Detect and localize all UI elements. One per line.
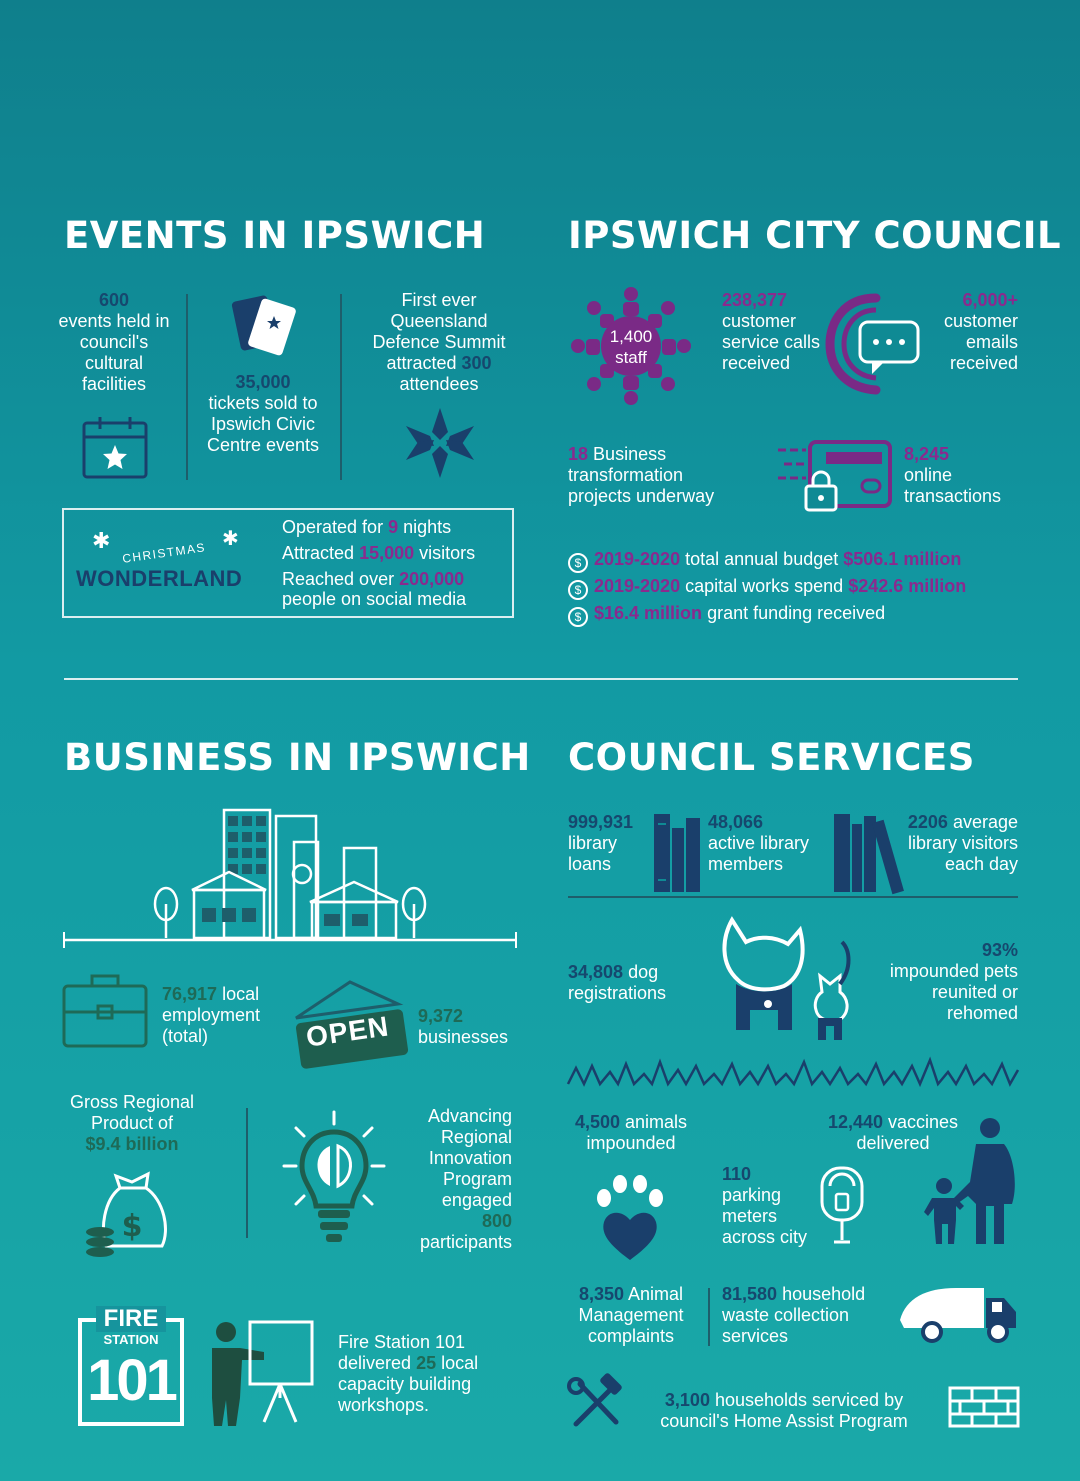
projects-text1: Business — [593, 444, 667, 464]
christmas-reach: 200,000 — [399, 569, 465, 589]
projects-text2: transformation projects underway — [568, 465, 715, 506]
employment-text1: local — [222, 984, 260, 1004]
dollar-coin-icon: $ — [568, 607, 588, 627]
christmas-line4: people on social media — [282, 589, 467, 609]
fire-station-stat — [338, 1332, 518, 1416]
grp-number: $9.4 billion — [85, 1134, 179, 1154]
meters-text: parking meters across city — [722, 1185, 808, 1247]
svg-text:$: $ — [121, 1209, 143, 1244]
complaints-text1: Animal — [628, 1284, 684, 1304]
ticket-icon — [230, 292, 300, 358]
dogs-text2: registrations — [568, 983, 667, 1003]
pets-stat — [884, 940, 1018, 1024]
home-assist-text1: households serviced by — [714, 1390, 904, 1410]
budget-amount: $506.1 million — [843, 549, 962, 569]
dogs-number: 34,808 — [568, 962, 624, 982]
business-title: BUSINESS IN IPSWICH — [64, 736, 531, 779]
budget-amount: $242.6 million — [848, 576, 967, 596]
staff-label: staff — [615, 348, 647, 367]
snowflake-icon: ✱ — [222, 528, 239, 550]
animals-number: 4,500 — [574, 1112, 620, 1132]
fire-logo-line3: 101 — [87, 1348, 175, 1413]
events-divider-2 — [340, 294, 342, 480]
complaints-stat — [566, 1284, 696, 1347]
briefcase-icon — [62, 972, 148, 1048]
credit-card-lock-icon — [776, 438, 892, 514]
pets-text: impounded pets reunited or rehomed — [889, 961, 1018, 1023]
facilities-text: events held in council's cultural facilities — [58, 311, 170, 394]
innovation-stat — [396, 1106, 512, 1253]
visitors-text1: average — [952, 812, 1018, 832]
tickets-number: 35,000 — [235, 372, 291, 392]
visitors-number: 2206 — [907, 812, 948, 832]
home-assist-stat — [630, 1390, 938, 1432]
parking-meter-icon — [818, 1164, 866, 1246]
innovation-text: Advancing Regional Innovation Program engaged — [427, 1106, 512, 1210]
budget-year: 2019-2020 — [594, 576, 681, 596]
wonderland-logo: WONDERLAND — [76, 566, 243, 591]
budget-list — [568, 546, 1038, 627]
christmas-visitors: 15,000 — [359, 543, 415, 563]
events-title: EVENTS IN IPSWICH — [64, 214, 486, 257]
staff-number: 1,400 — [609, 327, 653, 346]
paw-heart-icon — [594, 1174, 666, 1262]
brick-wall-icon — [948, 1386, 1020, 1428]
services-divider — [568, 896, 1018, 898]
dogs-text1: dog — [628, 962, 659, 982]
members-stat — [708, 812, 832, 875]
christmas-stats — [282, 514, 512, 612]
loans-stat — [568, 812, 654, 875]
open-sign-text: OPEN — [304, 1010, 392, 1053]
events-divider-1 — [186, 294, 188, 480]
garbage-truck-icon — [896, 1284, 1020, 1344]
dog-cat-icon — [718, 914, 864, 1044]
calls-stat — [722, 290, 822, 374]
services-divider-2 — [708, 1288, 710, 1346]
defence-star-icon — [402, 406, 478, 480]
christmas-line2-pre: Attracted — [282, 543, 355, 563]
grass-divider — [566, 1056, 1020, 1088]
lightbulb-icon — [282, 1110, 386, 1246]
home-assist-text2: council's Home Assist Program — [660, 1411, 908, 1431]
waste-text2: waste collection services — [722, 1305, 850, 1346]
fire-logo-line2: STATION — [103, 1332, 159, 1347]
parent-child-icon — [924, 1116, 1020, 1246]
budget-label: total annual budget — [685, 549, 839, 569]
waste-stat — [722, 1284, 892, 1347]
tools-icon — [566, 1378, 626, 1430]
defence-text: First ever Queensland Defence Summit attracted — [372, 290, 506, 373]
facilities-stat — [52, 290, 176, 395]
employment-number: 76,917 — [162, 984, 218, 1004]
waste-number: 81,580 — [722, 1284, 778, 1304]
grp-text: Gross Regional Product of — [69, 1092, 195, 1133]
animals-text1: animals — [625, 1112, 688, 1132]
dogs-stat — [568, 962, 698, 1004]
fire-text1: Fire Station 101 — [338, 1332, 466, 1352]
facilities-number: 600 — [98, 290, 130, 310]
vaccines-text1: vaccines — [888, 1112, 959, 1132]
christmas-line2-post: visitors — [419, 543, 476, 563]
emails-number: 6,000+ — [962, 290, 1018, 310]
budget-row — [568, 573, 1038, 600]
budget-year: 2019-2020 — [594, 549, 681, 569]
christmas-nights: 9 — [388, 517, 399, 537]
online-text: online transactions — [904, 465, 1002, 506]
calls-text: customer service calls received — [722, 311, 821, 373]
fire-text2-pre: delivered — [338, 1353, 412, 1373]
budget-row — [568, 600, 1038, 627]
projects-number: 18 — [568, 444, 589, 464]
fire-number: 25 — [416, 1353, 437, 1373]
calls-number: 238,377 — [722, 290, 788, 310]
snowflake-icon: ✱ — [92, 528, 111, 553]
members-number: 48,066 — [708, 812, 764, 832]
loans-text: library loans — [568, 833, 618, 874]
tickets-text: tickets sold to Ipswich Civic Centre events — [206, 393, 320, 455]
budget-label: capital works spend — [685, 576, 844, 596]
employment-stat — [162, 984, 286, 1047]
christmas-line1-pre: Operated for — [282, 517, 384, 537]
innovation-suffix: participants — [419, 1232, 512, 1252]
defence-number: 300 — [461, 353, 492, 373]
fire-text2-post: local — [441, 1353, 479, 1373]
budget-amount: $16.4 million — [594, 603, 703, 623]
calendar-star-icon — [82, 415, 148, 479]
projects-stat — [568, 444, 748, 507]
dollar-coin-icon: $ — [568, 553, 588, 573]
businesses-text: businesses — [418, 1027, 509, 1047]
visitors-text2: library visitors each day — [907, 833, 1018, 874]
services-title: COUNCIL SERVICES — [568, 736, 975, 779]
complaints-text2: Management complaints — [578, 1305, 684, 1346]
meters-number: 110 — [722, 1164, 752, 1184]
members-text: active library members — [708, 833, 810, 874]
pets-number: 93% — [981, 940, 1018, 960]
complaints-number: 8,350 — [578, 1284, 624, 1304]
tickets-stat — [198, 372, 328, 456]
loans-number: 999,931 — [568, 812, 634, 832]
vaccines-text2: delivered — [856, 1133, 930, 1153]
staff-stat — [596, 326, 666, 368]
businesses-number: 9,372 — [418, 1006, 464, 1026]
budget-label: grant funding received — [707, 603, 886, 623]
businesses-stat — [418, 1006, 518, 1048]
christmas-line3-pre: Reached over — [282, 569, 395, 589]
online-number: 8,245 — [904, 444, 950, 464]
city-skyline-icon — [62, 798, 518, 948]
defence-suffix: attendees — [399, 374, 479, 394]
visitors-stat — [880, 812, 1018, 875]
section-divider — [64, 678, 1018, 680]
animals-stat — [566, 1112, 696, 1154]
employment-text2: employment (total) — [162, 1005, 261, 1046]
email-headset-icon — [824, 290, 924, 396]
innovation-number: 800 — [481, 1211, 512, 1231]
home-assist-number: 3,100 — [664, 1390, 710, 1410]
meters-stat — [722, 1164, 832, 1248]
grp-stat — [58, 1092, 206, 1155]
books-icon — [654, 814, 702, 894]
christmas-line1-post: nights — [403, 517, 452, 537]
online-stat — [904, 444, 1020, 507]
council-title: IPSWICH CITY COUNCIL — [568, 214, 1062, 257]
christmas-small: CHRISTMAS — [121, 540, 207, 566]
vaccines-number: 12,440 — [827, 1112, 883, 1132]
dollar-coin-icon: $ — [568, 580, 588, 600]
fire-logo-line1: FIRE — [96, 1306, 166, 1332]
fire-text3: capacity building workshops. — [338, 1374, 472, 1415]
waste-text1: household — [782, 1284, 866, 1304]
business-divider — [246, 1108, 248, 1238]
budget-row — [568, 546, 1038, 573]
emails-stat — [922, 290, 1018, 374]
money-bag-icon — [84, 1170, 180, 1260]
defence-stat — [360, 290, 518, 395]
animals-text2: impounded — [586, 1133, 676, 1153]
emails-text: customer emails received — [943, 311, 1018, 373]
presenter-icon — [204, 1318, 316, 1428]
